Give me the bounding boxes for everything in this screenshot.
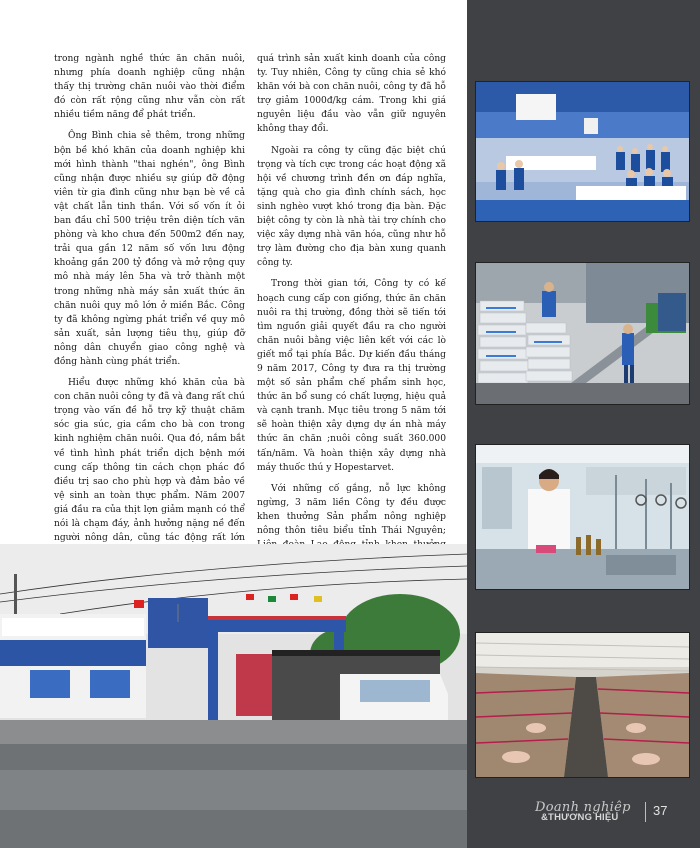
article-paragraph: quá trình sản xuất kinh doanh của công ty. Tuy nhiên, Công ty cũng chia sẻ khó khăn với bà con chăn nuôi, công ty đã hỗ trợ giảm 1000đ/kg cám. Trong khi giá nguyên liệu đầu vào vẫn giữ nguyên không thay đổi. (257, 54, 446, 135)
article-paragraph: Ông Bình chia sẻ thêm, trong những bộn bề khó khăn của doanh nghiệp khi mới hình thành "thai nghén", ông Bình cũng nhận được nhiều sự giúp đỡ động viên từ gia đình cũng như bạn bè về cả vật chất lẫn tinh thần. Với số vốn ít ỏi ban đầu chỉ 500 triệu trên diện tích văn phòng và kho chưa đến 500m2 đến nay, trải qua gần 12 năm số vốn lưu động khoảng gần 200 tỷ đồng và mở rộng quy mô nhà máy lên 5ha và trở thành một trong những nhà máy sản xuất thức ăn chăn nuôi quy mô lớn ở miền Bắc. Công ty đã không ngừng phát triển về quy mô sản xuất, sản lượng tiêu thụ, giúp đỡ nông dân chuyển giao công nghệ và đồng hành cùng phát triển. (54, 131, 245, 367)
laboratory-photo (475, 444, 690, 590)
feed-bags-photo (475, 262, 690, 405)
page-footer (535, 800, 695, 824)
footer-divider (645, 802, 646, 822)
magazine-subtitle: &THƯƠNG HIỆU (541, 812, 619, 823)
article-column-2 (257, 52, 446, 587)
article-paragraph: Với những cố gắng, nỗ lực không ngừng, 3 năm liền Công ty đều được khen thưởng Sản phẩm nông nghiệp nông thôn tiêu biểu tỉnh Thái Nguyên; (257, 483, 446, 536)
article-column-1 (54, 52, 245, 566)
article-paragraph: Trong thời gian tới, Công ty có kế hoạch cung cấp con giống, thức ăn chăn nuôi ra thị trường, đồng thời sẽ tiến tới tìm nguồn giải quyết đầu ra cho người chăn nuôi bằng việc liên kết với các lò giết mổ tại phía Bắc. Dự kiến đầu tháng 9 năm 2017, Công ty đưa ra thị trường một số sản phẩm chế phẩm sinh học, thức ăn bổ sung có chất lượng, hiệu quả và cạnh tranh. Mục tiêu trong 5 năm tới sẽ hoàn thiện xây dựng dự án nhà máy thức ăn chăn ;nuôi công suất 360.000 tấn/năm. Và hoàn thiện xây dựng nhà máy thuốc thú y Hopestarvet. (257, 279, 446, 473)
pig-barn-photo (475, 632, 690, 778)
factory-gate-photo (0, 544, 467, 848)
article-paragraph: Ngoài ra công ty cũng đặc biệt chú trọng và tích cực trong các hoạt động xã hội về chương trình đền ơn đáp nghĩa, tặng quà cho gia đình chính sách, học sinh nghèo vượt khó trong địa bàn. Đặc biệt công ty còn là nhà tài trợ chính cho việc xây dựng nhà văn hóa, cũng như hỗ trợ làm đường cho địa bàn xung quanh công ty. (257, 145, 446, 269)
page-number: 37 (653, 803, 668, 818)
article-paragraph: Hiểu được những khó khăn của bà con chăn nuôi công ty đã và đang rất chú trọng vào vấn đề hỗ trợ kỹ thuật chăm sóc gia súc, gia cầm cho bà con trong kinh nghiệm chăn nuôi. Qua đó, nắm bắt về tình hình phát triển dịch bệnh mới cung cấp thông tin cách chọn phác đồ điều trị sao cho phù hợp và đảm bảo về vệ sinh an toàn thực phẩm. Năm 2007 giá đầu ra của thịt lợn giảm mạnh có thể nói là chạm đáy, ảnh hưởng nặng nề đến người nông dân, cũng tác động rất lớn (54, 378, 245, 544)
article-paragraph: trong ngành nghề thức ăn chăn nuôi, nhưng phía doanh nghiệp cũng nhận thấy thị trường chăn nuôi vào thời điểm đó còn rất rộng cũng như vẫn còn rất nhiều tiềm năng để phát triển. (54, 54, 245, 121)
seminar-photo (475, 81, 690, 222)
magazine-title: Doanh nghiệp (535, 800, 631, 815)
